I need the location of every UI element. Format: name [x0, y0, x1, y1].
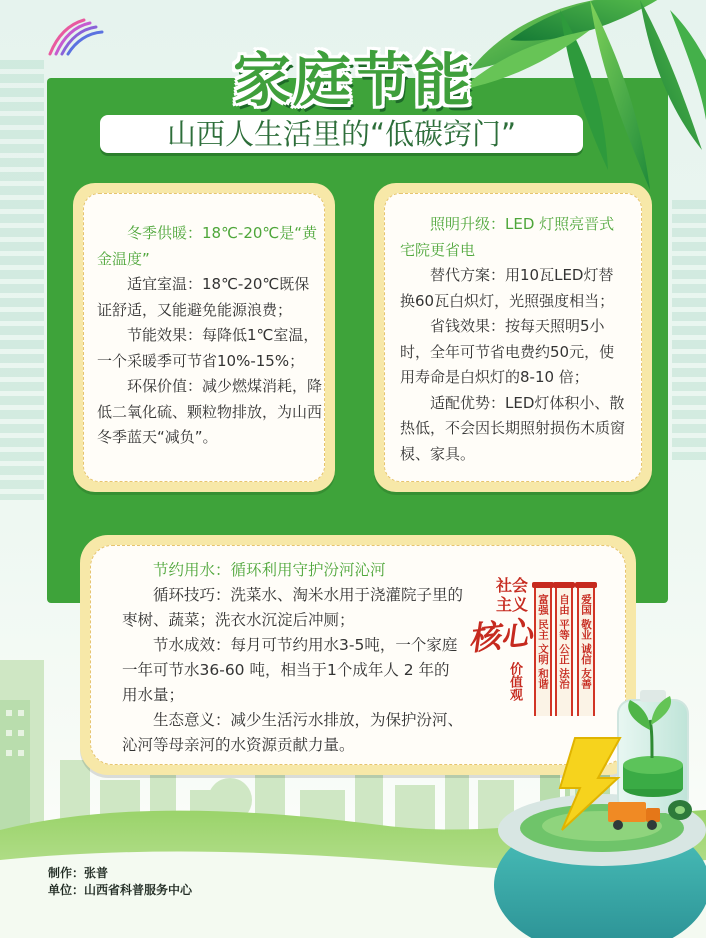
card-inner [83, 193, 325, 482]
banner-cap [575, 582, 597, 588]
card-paragraph: 节水成效：每月可节约用水3-5吨，一个家庭一年可节水36-60 吨，相当于1个成年人 2 年的用水量； [122, 636, 458, 704]
card-heading: 节约用水：循环利用守护汾河沁河 [153, 561, 386, 579]
card-inner [384, 193, 642, 482]
core-values-title-core: 核心 [466, 613, 534, 659]
card-text [97, 221, 323, 451]
banner-text: 自由 平等 公正 法治 [558, 594, 570, 689]
card-heading: 冬季供暖：18℃-20℃是“黄金温度” [97, 224, 318, 268]
subtitle-box [100, 115, 583, 153]
card-winter-heating [73, 183, 335, 492]
page-subtitle: 山西人生活里的“低碳窍门” [166, 117, 517, 151]
card-heading: 照明升级：LED 灯照亮晋式宅院更省电 [400, 215, 615, 259]
card-paragraph: 生态意义：减少生活污水排放，为保护汾河、沁河等母亲河的水资源贡献力量。 [122, 711, 464, 754]
core-values-title-bottom: 价值观 [507, 662, 522, 701]
card-text [122, 558, 465, 758]
banner-cap [553, 582, 575, 588]
banner-cap [532, 582, 554, 588]
banner-text: 爱国 敬业 诚信 友善 [580, 594, 592, 689]
energy-illustration [480, 670, 706, 938]
card-paragraph: 循环技巧：洗菜水、淘米水用于浇灌院子里的枣树、蔬菜；洗衣水沉淀后冲厕； [122, 586, 464, 629]
card-paragraph: 替代方案：用10瓦LED灯替换60瓦白炽灯，光照强度相当； [400, 266, 615, 310]
card-paragraph: 节能效果：每降低1℃室温，一个采暖季可节省10%-15%； [97, 326, 319, 370]
card-text [400, 212, 626, 467]
background-building-left [0, 60, 44, 500]
card-paragraph: 省钱效果：按每天照明5小时，全年可节省电费约50元，使用寿命是白炽灯的8-10 倍； [400, 317, 615, 386]
background-building-right-edge [672, 200, 706, 460]
core-values-title-top: 社会主义 [496, 576, 529, 614]
tire-icon [668, 800, 692, 820]
page-title: 家庭节能 [232, 46, 473, 114]
card-paragraph: 适配优势：LED灯体积小、散热低，不会因长期照射损伤木质窗棂、家具。 [400, 393, 626, 463]
card-lighting-upgrade [374, 183, 652, 492]
footer-unit: 单位：山西省科普服务中心 [48, 883, 193, 897]
banner-text: 富强 民主 文明 和谐 [537, 594, 549, 689]
card-paragraph: 适宜室温：18℃-20℃既保证舒适，又能避免能源浪费； [97, 275, 310, 319]
card-paragraph: 环保价值：减少燃煤消耗，降低二氧化硫、颗粒物排放，为山西冬季蓝天“减负”。 [97, 377, 323, 446]
footer-maker: 制作：张普 [48, 866, 109, 880]
